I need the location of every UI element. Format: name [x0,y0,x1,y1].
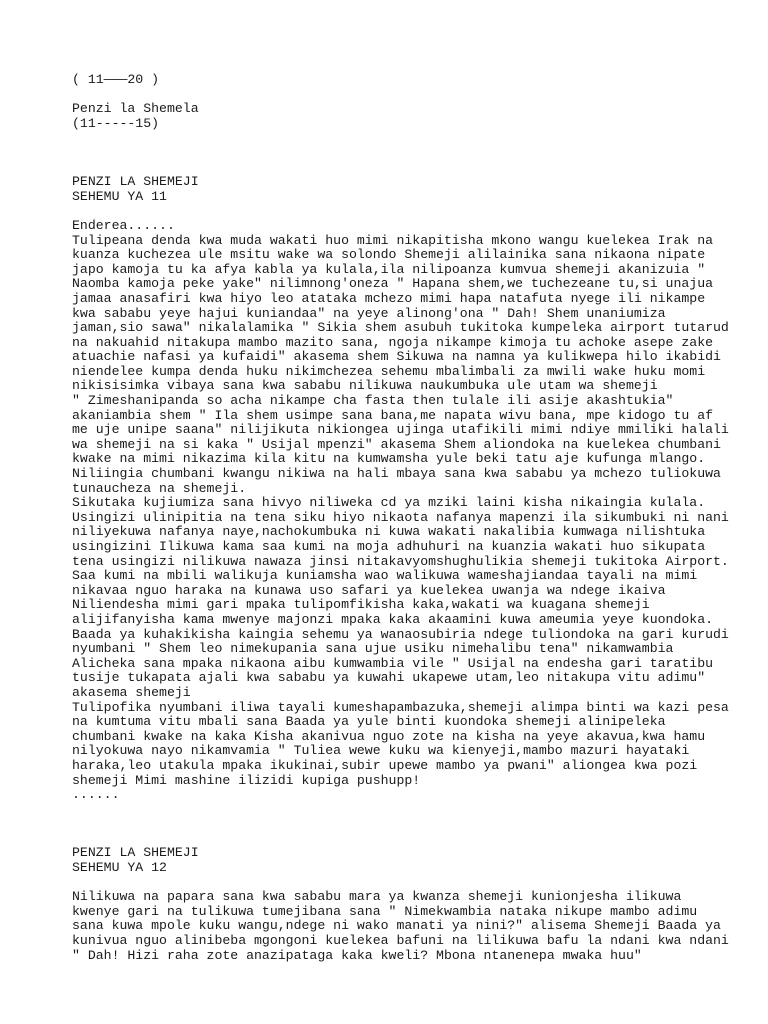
text-line: jamaa anasafiri kwa hiyo leo atataka mchezo mimi hapa natafuta nyege ili nikampe [72,290,706,306]
text-line: alijifanyisha kama mwenye majonzi mpaka kaka akaamini kuwa ameumia yeye kuondoka. [72,611,714,627]
document-page [72,73,762,963]
text-line: nikavaa nguo haraka na kunawa uso safari ya kuelekea uwanja wa ndege ikaiva [72,582,666,598]
text-line: tusije tukapata ajali kwa sababu ya kuwahi ukapewe utam,leo nitakupa vitu adimu" [72,670,706,686]
text-line: Naomba kamoja peke yake" nilimnong'oneza " Hapana shem,we tuchezeane tu,si unajua [72,276,714,292]
text-line: kwenye gari na tulikuwa tumejibana sana " Nimekwambia nataka nikupe mambo adimu [72,903,698,919]
blank-line [72,876,762,891]
text-line: Alicheka sana mpaka nikaona aibu kumwambia vile " Usijal na endesha gari taratibu [72,655,714,671]
section-11 [72,175,762,803]
section-part-label: SEHEMU YA 12 [72,860,167,876]
text-line: tunaucheza na shemeji. [72,480,247,496]
document-title: Penzi la Shemela [72,101,199,117]
text-line: " Zimeshanipanda so acha nikampe cha fasta then tulale ili asije akashtukia" [72,393,674,409]
text-line: " Dah! Hizi raha zote anazipataga kaka kweli? Mbona ntanenepa mwaka huu" [72,947,642,963]
text-line: atuachie nafasi ya kufaidi" akasema shem Sikuwa na namna ya kulikwepa hilo ikabidi [72,349,721,365]
text-line: na kumtuma vitu mbali sana Baada ya yule binti kuondoka shemeji alinipeleka [72,714,666,730]
blank-line [72,832,762,847]
text-line: niendelee kumpa denda huku nikimchezea sehemu mbalimbali za mwili wake huku momi [72,363,706,379]
blank-line [72,88,762,103]
text-line: ...... [72,787,120,803]
text-line: akasema shemeji [72,684,191,700]
text-line: jaman,sio sawa" nikalalamika " Sikia shem asubuh tukitoka kumpeleka airport tutarud [72,320,729,336]
text-line: Nilikuwa na papara sana kwa sababu mara ya kwanza shemeji kunionjesha ilikuwa [72,889,682,905]
text-line: Tulipofika nyumbani iliwa tayali kumeshapambazuka,shemeji alimpa binti wa kazi pesa [72,699,729,715]
text-line: kwa sababu yeye hajui kuniandaa" na yeye alinong'ona " Dah! Shem unaniumiza [72,305,666,321]
blank-line [72,803,762,818]
text-line: nilyokuwa nayo nikamvamia " Tuliea wewe kuku wa kienyeji,mambo mazuri hayataki [72,743,690,759]
text-line: na nakuahid nitakupa mambo mazito sana, ngoja nikampe kimoja tu achoke asepe zake [72,334,714,350]
section-12 [72,846,762,963]
section-part-label: SEHEMU YA 11 [72,188,167,204]
text-line: niliyekuwa nafanya naye,nachokumbuka ni kuwa wakati nakalibia kumwaga nilishtuka [72,524,706,540]
section-body [72,890,762,963]
text-line: Enderea...... [72,217,175,233]
section-heading: PENZI LA SHEMEJI [72,845,199,861]
text-line: kuanza kuchezea ule msitu wake wa solondo Shemeji alilainika sana nikaona nipate [72,247,706,263]
text-line: Saa kumi na mbili walikuja kuniamsha wao walikuwa wameshajiandaa tayali na mimi [72,568,698,584]
text-line: shemeji Mimi mashine ilizidi kupiga pushupp! [72,772,421,788]
text-line: Tulipeana denda kwa muda wakati huo mimi nikapitisha mkono wangu kuelekea Irak na [72,232,714,248]
blank-line [72,161,762,176]
text-line: wa shemeji na si kaka " Usijal mpenzi" akasema Shem aliondoka na kuelekea chumbani [72,436,721,452]
text-line: Usingizi ulinipitia na tena siku hiyo nikaota nafanya mapenzi ila sikumbuki ni nani [72,509,729,525]
blank-line [72,817,762,832]
text-line: kunivua nguo alinibeba mgongoni kuelekea bafuni na lilikuwa bafu la ndani kwa ndani [72,933,729,949]
text-line: akaniambia shem " Ila shem usimpe sana bana,me napata wivu bana, mpe kidogo tu af [72,407,714,423]
document-subrange: (11-----15) [72,115,160,131]
text-line: Niliingia chumbani kwangu nikiwa na hali mbaya sana kwa sababu ya mchezo tuliokuwa [72,466,721,482]
section-heading: PENZI LA SHEMEJI [72,174,199,190]
blank-line [72,204,762,219]
text-line: nyumbani " Shem leo nimekupania sana ujue usiku nimehalibu tena" nikamwambia [72,641,674,657]
text-line: sana kuwa mpole kuku wangu,ndege ni wako manati ya nini?" alisema Shemeji Baada ya [72,918,721,934]
text-line: haraka,leo utakula mpaka ikukinai,subir upewe mambo ya pwani" aliongea kwa pozi [72,757,698,773]
text-line: japo kamoja tu ka afya kabla ya kulala,ila nilipoanza kumvua shemeji akanizuia " [72,261,706,277]
text-line: tena usingizi nilikuwa nawaza jinsi nitakavyomshughulikia shemeji tukitoka Airport. [72,553,729,569]
document-range: ( 11———20 ) [72,72,160,87]
text-line: me uje unipe saana" nilijikuta nikiongea ujinga utafikili mimi ndiye mmiliki halali [72,422,729,438]
text-line: Sikutaka kujiumiza sana hivyo niliweka cd ya mziki laini kisha nikaingia kulala. [72,495,706,511]
text-line: Niliendesha mimi gari mpaka tulipomfikisha kaka,wakati wa kuagana shemeji [72,597,650,613]
text-line: chumbani kwake na kaka Kisha akanivua nguo zote na kisha na yeye akavua,kwa hamu [72,728,706,744]
blank-line [72,146,762,161]
text-line: nikisisimka vibaya sana kwa sababu nilikuwa naukumbuka ule utam wa shemeji [72,378,658,394]
section-body [72,219,762,803]
text-line: Baada ya kuhakikisha kaingia sehemu ya wanaosubiria ndege tuliondoka na gari kurudi [72,626,729,642]
blank-line [72,131,762,146]
text-line: usingizini Ilikuwa kama saa kumi na moja adhuhuri na kuanzia wakati huo sikupata [72,539,706,554]
text-line: kwake na mimi nikazima kila kitu na kumwamsha yule beki tatu aje kufunga mlango. [72,451,706,467]
